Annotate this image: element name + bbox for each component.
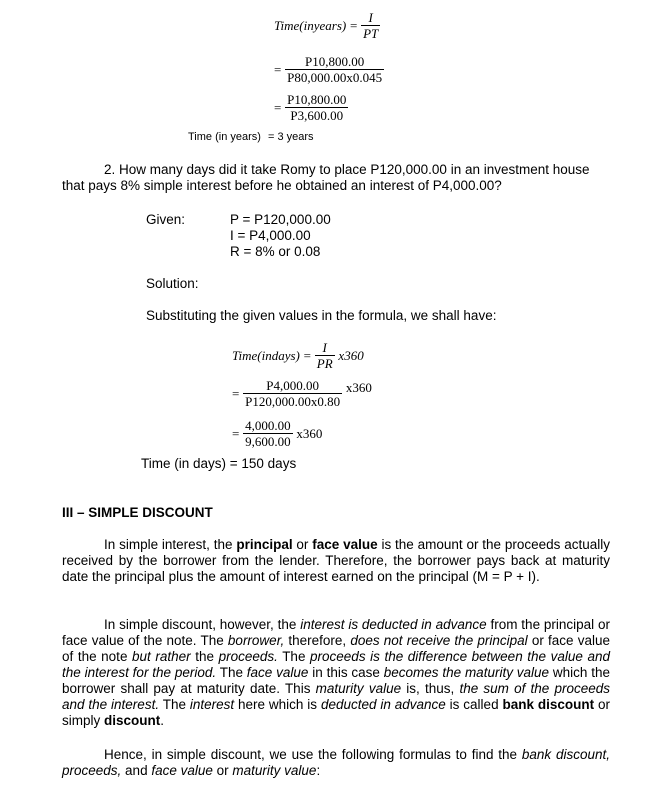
- given-list: [230, 212, 331, 260]
- emphasis: proceeds is the difference between the value and the interest for the period.: [62, 649, 610, 680]
- fraction-numerator: P4,000.00: [243, 378, 342, 394]
- text: from the principal or face value of the note. The: [62, 617, 610, 648]
- given-rate: R = 8% or 0.08: [230, 244, 321, 259]
- problem-2-text: 2. How many days did it take Romy to place P120,000.00 in an investment house that pays 8% simple interest before he obtained an interest of P4,000.00?: [62, 162, 590, 193]
- formula-equals: =: [349, 17, 358, 33]
- fraction-denominator: 9,600.00: [245, 434, 291, 449]
- emphasis: maturity value: [232, 763, 317, 778]
- equals-sign: =: [274, 99, 282, 115]
- text: or: [212, 763, 233, 778]
- term-principal: principal: [236, 537, 293, 552]
- formula-time-days: [232, 340, 364, 371]
- text: or: [292, 537, 313, 552]
- formula-step-1: [274, 54, 384, 85]
- step-fraction: [285, 54, 384, 85]
- text: is the amount or the proceeds actually received by the borrower from the lender. Therefore, the borrower pays back at maturity date the principal plus the amount of interest earned on the principal (M = P + I).: [62, 537, 611, 584]
- paragraph-simple-discount: [62, 617, 610, 729]
- fraction-denominator: P80,000.00x0.045: [287, 70, 383, 85]
- formula-lhs: Time(inyears): [274, 17, 347, 33]
- emphasis: interest is deducted in advance: [300, 617, 487, 632]
- result-label: Time (in years): [188, 131, 261, 143]
- text: and: [121, 763, 152, 778]
- given-principal: P = P120,000.00: [230, 212, 331, 227]
- step-fraction: [243, 378, 342, 409]
- fraction-numerator: P10,800.00: [285, 54, 384, 70]
- emphasis: face value: [151, 763, 213, 778]
- text: In simple discount, however, the: [104, 617, 301, 632]
- equals-sign: =: [232, 385, 240, 401]
- fraction-numerator: P10,800.00: [287, 92, 347, 107]
- fraction-denominator: PT: [363, 26, 379, 41]
- days-step-2: [232, 418, 322, 449]
- emphasis: does not receive the principal: [350, 633, 528, 648]
- text: the: [190, 649, 219, 664]
- given-label: Given:: [146, 212, 186, 227]
- fraction-numerator: 4,000.00: [245, 418, 291, 433]
- formula-equals: =: [303, 347, 311, 363]
- term-bank-discount: bank discount: [502, 697, 595, 712]
- equals-sign: =: [232, 425, 240, 441]
- fraction-numerator: I: [315, 340, 335, 356]
- text: is, thus,: [401, 681, 460, 696]
- days-step-1: [232, 378, 372, 409]
- text: here which is: [234, 697, 321, 712]
- result-value: = 3 years: [268, 131, 314, 143]
- text: The: [159, 697, 190, 712]
- emphasis: maturity value: [315, 681, 402, 696]
- text: is called: [445, 697, 503, 712]
- step-fraction: [285, 92, 348, 123]
- fraction-denominator: P3,600.00: [290, 108, 344, 123]
- paragraph-simple-interest: [62, 537, 610, 585]
- emphasis: face value: [246, 665, 309, 680]
- formula-multiplier: x360: [338, 347, 364, 363]
- equals-sign: =: [274, 61, 282, 77]
- text: or face value of the note: [62, 633, 610, 664]
- result-years: [188, 131, 314, 143]
- emphasis: borrower,: [227, 633, 285, 648]
- text: which the borrower shall pay at maturity date. This: [62, 665, 610, 696]
- formula-fraction: [361, 10, 380, 41]
- emphasis: bank discount, proceeds,: [62, 747, 610, 778]
- result-days: Time (in days) = 150 days: [141, 456, 297, 471]
- step-multiplier: x360: [345, 379, 372, 395]
- given-interest: I = P4,000.00: [230, 228, 311, 243]
- text: Hence, in simple discount, we use the following formulas to find the: [104, 747, 522, 762]
- emphasis: proceeds.: [218, 649, 278, 664]
- emphasis: interest: [189, 697, 235, 712]
- text: The: [277, 649, 311, 664]
- text: therefore,: [284, 633, 351, 648]
- fraction-numerator: I: [361, 10, 380, 26]
- emphasis: but rather: [132, 649, 191, 664]
- text: or simply: [62, 697, 610, 728]
- paragraph-formulas-intro: [62, 747, 610, 779]
- text: .: [160, 713, 165, 728]
- formula-fraction: [315, 340, 335, 371]
- text: :: [316, 763, 321, 778]
- solution-label: Solution:: [146, 276, 199, 291]
- section-heading: III – SIMPLE DISCOUNT: [62, 505, 213, 520]
- formula-lhs: Time(indays): [232, 347, 300, 363]
- formula-time-years: [274, 10, 380, 41]
- emphasis: the sum of the proceeds and the interest.: [62, 681, 610, 712]
- fraction-denominator: P120,000.00x0.80: [245, 394, 341, 409]
- step-multiplier: x360: [296, 425, 323, 441]
- substituting-text: Substituting the given values in the formula, we shall have:: [146, 308, 497, 323]
- step-fraction: [243, 418, 293, 449]
- formula-step-2: [274, 92, 348, 123]
- fraction-denominator: PR: [316, 356, 333, 371]
- text: in this case: [308, 665, 384, 680]
- emphasis: deducted in advance: [320, 697, 446, 712]
- term-discount: discount: [104, 713, 161, 728]
- text: In simple interest, the: [104, 537, 237, 552]
- emphasis: becomes the maturity value: [383, 665, 550, 680]
- term-face-value: face value: [312, 537, 378, 552]
- text: The: [216, 665, 247, 680]
